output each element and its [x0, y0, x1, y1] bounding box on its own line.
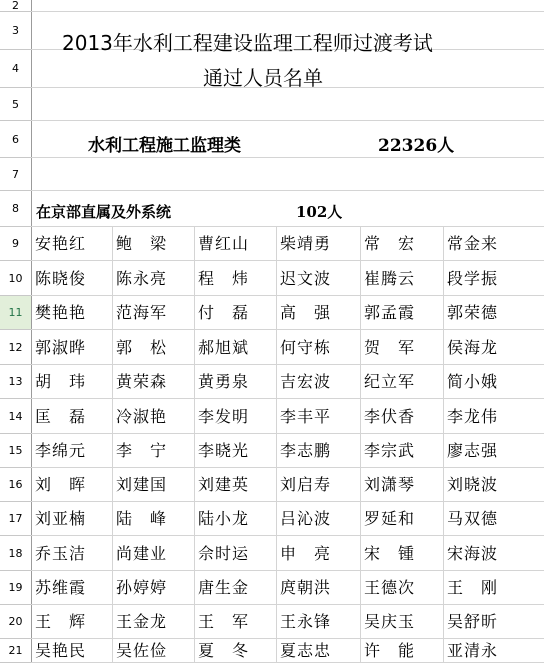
name-cell[interactable]: 李发明	[198, 407, 250, 426]
name-cell[interactable]: 李伏香	[364, 407, 416, 426]
name-cell[interactable]: 陈晓俊	[35, 269, 87, 288]
name-cell[interactable]: 何守栋	[280, 338, 332, 357]
title-line-1: 2013年水利工程建设监理工程师过渡考试	[62, 31, 433, 55]
name-cell[interactable]: 郭淑晔	[35, 338, 87, 357]
name-cell[interactable]: 郝旭斌	[198, 338, 250, 357]
name-cell[interactable]: 王 辉	[35, 612, 87, 631]
row-number-2[interactable]: 2	[0, 0, 31, 12]
name-cell[interactable]: 安艳红	[35, 234, 87, 253]
name-cell[interactable]: 刘潇琴	[364, 475, 416, 494]
name-cell[interactable]: 孙婷婷	[116, 578, 168, 597]
name-cell[interactable]: 王 军	[198, 612, 250, 631]
name-cell[interactable]: 刘晓波	[447, 475, 499, 494]
name-cell[interactable]: 陆 峰	[116, 509, 168, 528]
name-cell[interactable]: 唐生金	[198, 578, 250, 597]
name-cell[interactable]: 庹朝洪	[280, 578, 332, 597]
grid-row-7	[31, 158, 544, 191]
row-number-20[interactable]: 20	[0, 605, 31, 639]
name-cell[interactable]: 李丰平	[280, 407, 332, 426]
name-cell[interactable]: 李志鹏	[280, 441, 332, 460]
name-cell[interactable]: 郭荣德	[447, 303, 499, 322]
name-cell[interactable]: 郭孟霞	[364, 303, 416, 322]
column-divider	[360, 227, 361, 663]
row-number-21[interactable]: 21	[0, 639, 31, 663]
name-cell[interactable]: 程 炜	[198, 269, 250, 288]
name-cell[interactable]: 刘建英	[198, 475, 250, 494]
name-cell[interactable]: 吴佐俭	[116, 641, 168, 660]
group-label: 在京部直属及外系统	[36, 203, 172, 221]
name-cell[interactable]: 吉宏波	[280, 372, 332, 391]
name-cell[interactable]: 王永锋	[280, 612, 332, 631]
name-cell[interactable]: 亚清永	[447, 641, 499, 660]
name-cell[interactable]: 范海军	[116, 303, 168, 322]
row-header-column	[0, 0, 32, 663]
name-cell[interactable]: 黄荣森	[116, 372, 168, 391]
group-count: 102人	[296, 203, 343, 221]
row-number-6[interactable]: 6	[0, 121, 31, 158]
name-cell[interactable]: 苏维霞	[35, 578, 87, 597]
name-cell[interactable]: 刘建国	[116, 475, 168, 494]
name-cell[interactable]: 申 亮	[280, 544, 332, 563]
column-divider	[276, 227, 277, 663]
row-number-18[interactable]: 18	[0, 536, 31, 571]
name-cell[interactable]: 乔玉洁	[35, 544, 87, 563]
name-cell[interactable]: 陆小龙	[198, 509, 250, 528]
name-cell[interactable]: 王金龙	[116, 612, 168, 631]
name-cell[interactable]: 曹红山	[198, 234, 250, 253]
name-cell[interactable]: 段学振	[447, 269, 499, 288]
row-number-12[interactable]: 12	[0, 330, 31, 365]
row-number-7[interactable]: 7	[0, 158, 31, 191]
name-cell[interactable]: 李 宁	[116, 441, 168, 460]
name-cell[interactable]: 夏 冬	[198, 641, 250, 660]
name-cell[interactable]: 刘 晖	[35, 475, 87, 494]
name-cell[interactable]: 贺 军	[364, 338, 416, 357]
row-number-11[interactable]: 11	[0, 296, 31, 330]
row-number-8[interactable]: 8	[0, 191, 31, 227]
row-number-16[interactable]: 16	[0, 468, 31, 502]
row-number-5[interactable]: 5	[0, 88, 31, 121]
row-number-17[interactable]: 17	[0, 502, 31, 536]
name-cell[interactable]: 黄勇泉	[198, 372, 250, 391]
name-cell[interactable]: 李宗武	[364, 441, 416, 460]
name-cell[interactable]: 李龙伟	[447, 407, 499, 426]
row-number-9[interactable]: 9	[0, 227, 31, 261]
name-cell[interactable]: 王 刚	[447, 578, 499, 597]
row-number-4[interactable]: 4	[0, 50, 31, 88]
name-cell[interactable]: 刘启寿	[280, 475, 332, 494]
name-cell[interactable]: 纪立军	[364, 372, 416, 391]
name-cell[interactable]: 侯海龙	[447, 338, 499, 357]
name-cell[interactable]: 李晓光	[198, 441, 250, 460]
name-cell[interactable]: 鲍 梁	[116, 234, 168, 253]
name-cell[interactable]: 柴靖勇	[280, 234, 332, 253]
name-cell[interactable]: 常金来	[447, 234, 499, 253]
name-cell[interactable]: 简小娥	[447, 372, 499, 391]
name-cell[interactable]: 匡 磊	[35, 407, 87, 426]
name-cell[interactable]: 常 宏	[364, 234, 416, 253]
name-cell[interactable]: 尚建业	[116, 544, 168, 563]
row-number-13[interactable]: 13	[0, 365, 31, 399]
column-divider	[112, 227, 113, 663]
name-cell[interactable]: 罗延和	[364, 509, 416, 528]
name-cell[interactable]: 陈永亮	[116, 269, 168, 288]
column-divider	[194, 227, 195, 663]
name-cell[interactable]: 夏志忠	[280, 641, 332, 660]
name-cell[interactable]: 刘亚楠	[35, 509, 87, 528]
name-cell[interactable]: 冷淑艳	[116, 407, 168, 426]
name-cell[interactable]: 郭 松	[116, 338, 168, 357]
grid-row-2	[31, 0, 544, 12]
name-cell[interactable]: 迟文波	[280, 269, 332, 288]
grid-row-5	[31, 88, 544, 121]
name-cell[interactable]: 吴艳民	[35, 641, 87, 660]
name-cell[interactable]: 吴舒昕	[447, 612, 499, 631]
row-number-19[interactable]: 19	[0, 571, 31, 605]
name-cell[interactable]: 马双德	[447, 509, 499, 528]
name-cell[interactable]: 吕沁波	[280, 509, 332, 528]
column-divider	[443, 227, 444, 663]
category-label: 水利工程施工监理类	[88, 136, 241, 156]
title-line-2: 通过人员名单	[203, 66, 323, 90]
category-count: 22326人	[378, 136, 455, 156]
row-number-10[interactable]: 10	[0, 261, 31, 296]
name-cell[interactable]: 王德次	[364, 578, 416, 597]
name-cell[interactable]: 廖志强	[447, 441, 499, 460]
row-number-3[interactable]: 3	[0, 12, 31, 50]
row-number-14[interactable]: 14	[0, 399, 31, 434]
name-cell[interactable]: 李绵元	[35, 441, 87, 460]
name-cell[interactable]: 吴庆玉	[364, 612, 416, 631]
name-cell[interactable]: 崔腾云	[364, 269, 416, 288]
row-number-15[interactable]: 15	[0, 434, 31, 468]
name-cell[interactable]: 胡 玮	[35, 372, 87, 391]
name-cell[interactable]: 高 强	[280, 303, 332, 322]
name-cell[interactable]: 宋 锺	[364, 544, 416, 563]
name-cell[interactable]: 付 磊	[198, 303, 250, 322]
name-cell[interactable]: 许 能	[364, 641, 416, 660]
name-cell[interactable]: 佘时运	[198, 544, 250, 563]
name-cell[interactable]: 樊艳艳	[35, 303, 87, 322]
name-cell[interactable]: 宋海波	[447, 544, 499, 563]
